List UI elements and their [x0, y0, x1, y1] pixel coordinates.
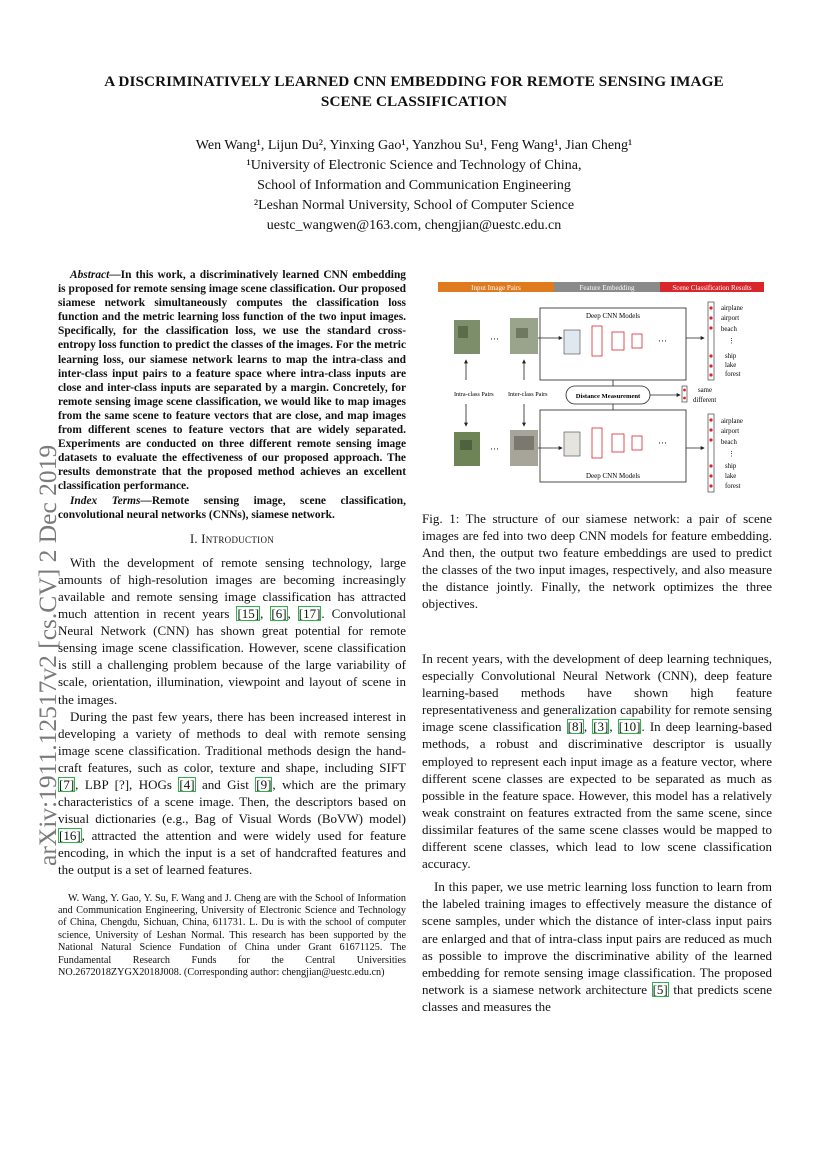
text-run: , LBP [?], HOGs [75, 777, 179, 792]
class-label: airport [721, 428, 740, 435]
cnn-layer [612, 434, 624, 452]
text-run: that predicts scene classes and measures the [422, 981, 773, 1014]
affiliation-2: ²Leshan Normal University, School of Computer Science [253, 198, 575, 213]
input-image-detail [458, 326, 468, 338]
different-label: different [693, 397, 717, 404]
citation-link[interactable]: [9] [256, 777, 272, 792]
class-label: ship [725, 463, 737, 470]
citation-link[interactable]: [16] [59, 828, 81, 844]
text-run: , [287, 606, 298, 622]
author-emails: uestc_wangwen@163.com, chengjian@uestc.edu.cn [266, 218, 562, 233]
index-terms [58, 494, 406, 522]
text-run: , which are the primary characteristics of a scene image. Then, the descriptors based on visual dictionaries (e.g., Bag of Visual Words (BoVW) model) [58, 777, 406, 827]
input-image-detail [516, 328, 528, 338]
class-label: airplane [721, 305, 743, 312]
same-label: same [698, 387, 712, 394]
citation-link[interactable]: [5] [652, 981, 668, 997]
class-label: ⋮ [728, 451, 735, 458]
intro-paragraph-1 [58, 554, 406, 708]
right-paragraph-2 [422, 878, 772, 1015]
abstract-text: —In this work, a discriminatively learned CNN embedding is proposed for remote sensing image scene classification. Our proposed siamese network simultaneously computes the classification loss function and the metric learning loss function of the two input images. Specifically, for the classification loss, we use the standard cross-entropy loss function to predict the classes of the images. For the metric learning loss, our siamese network learns to map the intra-class and inter-class input pairs to a feature space where intra-class inputs are close and inter-class inputs are separated by a margin. Concretely, for remote sensing image scene classification, we would like to map images from the same scene to feature vectors that are close, and map images from different scenes to feature vectors that are widely separated. Experiments are conducted on three different remote sensing image datasets to evaluate the effectiveness of our proposed approach. The results demonstrate that the proposed method achieves an excellent classification performance. [58, 269, 406, 493]
header-results-text: Scene Classification Results [672, 284, 752, 292]
text-run: In this paper, we use metric learning loss function to learn from the labeled training images to effectively measure the distance of scene samples, under which the distance of inter-class input pairs are enlarged and that of intra-class input pairs are reduced as much as possible to improve the discriminative ability of the learned embedding for remote sensing image classification. The proposed network is a siamese network architecture [422, 879, 772, 997]
ellipsis-top-left: ··· [490, 334, 499, 344]
citation-link[interactable]: [15] [237, 606, 260, 622]
embedding-vector-top [708, 302, 714, 380]
section-number: I. [189, 531, 202, 546]
affiliation-1-school: School of Information and Communication Engineering [257, 178, 571, 193]
input-image-detail [514, 436, 534, 450]
title-line-1: A DISCRIMINATIVELY LEARNED CNN EMBEDDING FOR REMOTE SENSING IMAGE [104, 73, 724, 90]
class-label: lake [725, 362, 737, 369]
class-label: forest [725, 483, 741, 490]
embedding-dots-top [709, 306, 712, 376]
text-run: With the development of remote sensing technology, large amounts of high-resolution images are becoming increasingly available and remote sensing image classification has attracted much attention in recent years [58, 554, 406, 622]
text-run: , [583, 719, 593, 735]
text-run: In recent years, with the development of deep learning techniques, especially Convolutional Neural Network (CNN), deep feature learning-based methods have shown high feature representativeness and generalization capability for remote sensing image scene classification [422, 651, 772, 735]
abstract-label: Abstract [70, 269, 110, 281]
intra-class-label: Intra-class Pairs [454, 391, 494, 398]
embedding-dot [709, 354, 712, 357]
class-label: forest [725, 371, 741, 378]
citation-link[interactable]: [17] [298, 606, 321, 622]
citation-link[interactable]: [7] [59, 777, 75, 792]
text-run: , attracted the attention and were widely used for feature encoding, in which the input is a set of handcrafted features and the output is a set of learned features. [58, 828, 406, 878]
left-column [58, 268, 406, 979]
class-label: beach [721, 439, 737, 446]
embedding-dot [709, 326, 712, 329]
index-terms-text: —Remote sensing image, scene classification, convolutional neural networks (CNNs), siamese network. [58, 494, 406, 521]
text-run: , [260, 606, 271, 622]
class-label: ship [725, 353, 737, 360]
cnn-layer [632, 334, 642, 348]
figure-siamese-network [436, 280, 766, 495]
embedding-dot [709, 373, 712, 376]
class-list-bottom [721, 418, 743, 490]
ellipsis-cnn-top: ··· [658, 336, 667, 346]
class-label: lake [725, 473, 737, 480]
input-image-detail [460, 440, 472, 450]
author-names: Wen Wang¹, Lijun Du², Yinxing Gao¹, Yanzhou Su¹, Feng Wang¹, Jian Cheng¹ [195, 138, 633, 153]
class-list-top [721, 305, 743, 378]
footnote: W. Wang, Y. Gao, Y. Su, F. Wang and J. Cheng are with the School of Information and Communication Engineering, University of Electronic Science and Technology of China, Chengdu, Sichuan, China, 611731. L. Du is with the school of computer science, University of Leshan Normal. This research has been supported by the National Natural Science Fundation of China under Grant 61671125. The Fundamental Research Funds for the Central Universities NO.2672018ZYGX2018J008. (Corresponding author: chengjian@uestc.edu.cn) [58, 892, 406, 978]
class-label: ⋮ [728, 338, 735, 345]
citation-link[interactable]: [8] [567, 719, 583, 735]
class-label: airport [721, 315, 740, 322]
index-terms-label: Index Terms [70, 494, 141, 507]
text-run: and Gist [195, 777, 256, 792]
author-block [60, 136, 768, 236]
paper-title [60, 72, 768, 112]
right-paragraph-1 [422, 650, 772, 872]
distance-label: Distance Measurement [575, 393, 641, 400]
affiliation-1: ¹University of Electronic Science and Technology of China, [246, 158, 582, 173]
cnn-layer [564, 330, 580, 354]
figure-caption: Fig. 1: The structure of our siamese network: a pair of scene images are fed into two deep CNN models for feature embedding. And then, the output two feature embeddings are used to predict the classes of the two input images, respectively, and also measure the distance jointly. Finally, the network optimizes the three objectives. [422, 511, 772, 612]
network-diagram [436, 280, 766, 495]
section-heading-introduction [58, 531, 406, 548]
title-line-2: SCENE CLASSIFICATION [320, 93, 508, 110]
embedding-dot [709, 316, 712, 319]
cnn-layer [592, 428, 602, 458]
text-run: , [609, 719, 618, 735]
arxiv-id-text: arXiv:1911.12517v2 [cs.CV] 2 Dec 2019 [33, 444, 62, 866]
embedding-dot [709, 428, 712, 431]
citation-link[interactable]: [10] [618, 719, 641, 735]
citation-link[interactable]: [4] [179, 777, 195, 792]
embedding-dot [709, 418, 712, 421]
ellipsis-cnn-bottom: ··· [658, 438, 667, 448]
text-run: During the past few years, there has been increased interest in developing a variety of methods to deal with remote sensing image scene classification. Traditional methods design the hand-craft features, such as color, texture and shape, including SIFT [58, 708, 406, 775]
ellipsis-bottom-left: ··· [490, 444, 499, 454]
embedding-dots-bottom [709, 418, 712, 487]
embedding-dot [709, 438, 712, 441]
citation-link[interactable]: [3] [593, 719, 609, 735]
embedding-dot [709, 364, 712, 367]
section-title: Introduction [201, 531, 275, 546]
embedding-dot [709, 464, 712, 467]
abstract [58, 268, 406, 494]
embedding-dot [709, 484, 712, 487]
text-run: . Convolutional Neural Network (CNN) has shown great potential for remote sensing image scene classification. However, scene classification is still a challenging problem because of the large variability of scale, orientation, illumination, viewpoint and layout of scene in the images. [58, 606, 407, 707]
cnn-layer [612, 332, 624, 350]
output-dot [683, 389, 686, 392]
inter-class-label: Inter-class Pairs [508, 391, 548, 398]
header-input-text: Input Image Pairs [471, 284, 521, 292]
citation-link[interactable]: [6] [271, 606, 287, 622]
text-run: . In deep learning-based methods, a robust and discriminative descriptor is usually employed to represent each input image as a feature vector, where different scene classes are expected to be separated as much as possible in the feature space. However, this model has a relatively weak constraint on features extracted from the same scene, since dissimilar features of the same scene classes would be mapped to different scene classes, which lead to low scene classification accuracy. [422, 719, 772, 872]
output-vector [682, 386, 687, 402]
output-dot [683, 397, 686, 400]
intro-paragraph-2 [58, 708, 406, 879]
header-feature-text: Feature Embedding [579, 284, 635, 292]
cnn-label-top: Deep CNN Models [585, 312, 641, 320]
cnn-layer [592, 326, 602, 356]
embedding-dot [709, 474, 712, 477]
cnn-layer [564, 432, 580, 456]
embedding-vector-bottom [708, 414, 714, 492]
class-label: airplane [721, 418, 743, 425]
cnn-label-bottom: Deep CNN Models [585, 472, 641, 480]
right-column [422, 650, 772, 1015]
embedding-dot [709, 306, 712, 309]
cnn-layer [632, 436, 642, 450]
class-label: beach [721, 326, 737, 333]
